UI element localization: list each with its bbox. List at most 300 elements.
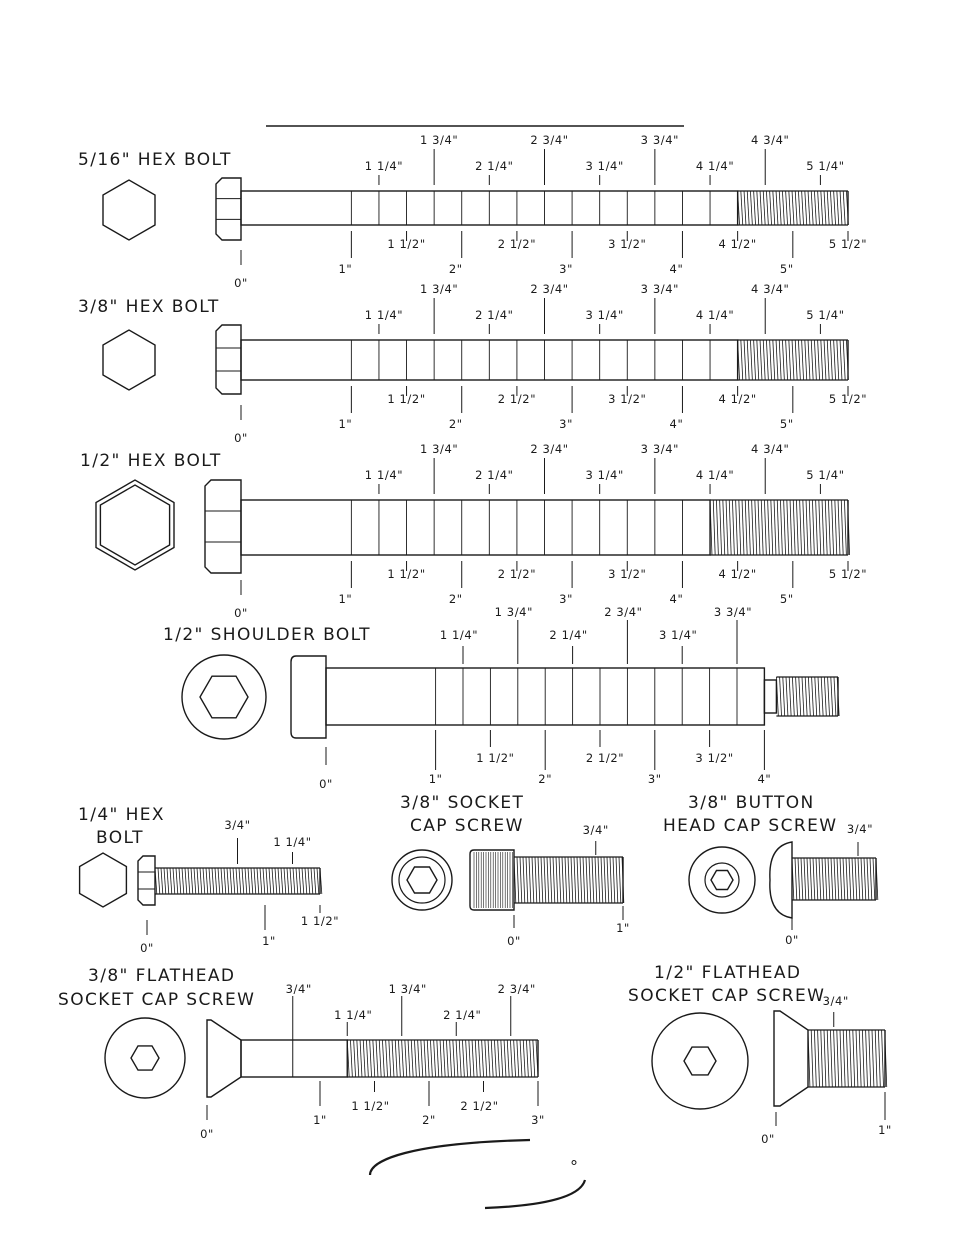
thread-line — [568, 857, 570, 903]
hex-head-end-view — [103, 330, 155, 390]
item-flat38 — [58, 966, 545, 1141]
socket-head-rim — [399, 857, 445, 903]
thread-line — [803, 500, 805, 555]
lower-tick-label: 2" — [448, 592, 463, 606]
lower-tick-label: 3" — [559, 262, 573, 276]
thread-line — [811, 340, 813, 380]
thread-line — [827, 1030, 829, 1087]
thread-line — [510, 1040, 512, 1077]
thread-line — [816, 858, 818, 900]
thread-line — [209, 868, 211, 894]
thread-line — [782, 191, 784, 225]
lower-tick-label: 1" — [338, 592, 353, 606]
thread-line — [835, 500, 837, 555]
thread-line — [418, 1040, 420, 1077]
upper-tick-label: 2 3/4" — [497, 982, 536, 996]
upper-tick-label: 2 3/4" — [604, 605, 643, 619]
thread-line — [834, 677, 836, 716]
upper-tick-label: 3 1/4" — [585, 468, 624, 482]
thread-line — [825, 858, 827, 900]
item-flat12 — [628, 963, 892, 1146]
thread-line — [382, 1040, 384, 1077]
hex-socket-icon — [131, 1046, 159, 1070]
item-title: 3/8" SOCKET — [400, 793, 525, 813]
item-title-line2: BOLT — [96, 828, 144, 848]
thread-line — [610, 857, 612, 903]
upper-tick-label: 5 1/4" — [806, 159, 845, 173]
thread-line — [808, 191, 810, 225]
thread-line — [212, 868, 214, 894]
thread-line — [517, 857, 519, 903]
upper-tick-label: 3 3/4" — [640, 133, 680, 147]
thread-line — [395, 1040, 397, 1077]
lower-tick-label: 2 1/2" — [497, 392, 537, 406]
thread-line — [167, 868, 169, 894]
thread-line — [218, 868, 220, 894]
thread-line — [197, 868, 199, 894]
upper-tick-label: 2 1/4" — [443, 1008, 482, 1022]
lower-tick-label: 5 1/2" — [828, 237, 868, 251]
thread-line — [801, 858, 803, 900]
zero-label: 0" — [234, 431, 248, 445]
thread-line — [526, 857, 528, 903]
thread-line — [491, 1040, 493, 1077]
thread-line — [768, 500, 770, 555]
thread-line — [824, 191, 826, 225]
lower-tick-label: 1 1/2" — [387, 237, 426, 251]
thread-line — [475, 1040, 477, 1077]
thread-line — [462, 1040, 464, 1077]
thread-line — [504, 1040, 506, 1077]
thread-line — [215, 868, 217, 894]
thread-line — [379, 1040, 381, 1077]
thread-line — [837, 1030, 839, 1087]
thread-line — [392, 1040, 394, 1077]
thread-line — [757, 340, 759, 380]
thread-line — [805, 340, 807, 380]
item-title: 3/8" BUTTON — [688, 793, 815, 813]
thread-line — [846, 858, 848, 900]
thread-line — [589, 857, 591, 903]
thread-line — [553, 857, 555, 903]
upper-tick-label: 1 1/4" — [364, 468, 404, 482]
upper-tick-label: 4 1/4" — [695, 468, 735, 482]
thread-line — [194, 868, 196, 894]
thread-line — [541, 857, 543, 903]
lower-tick-label: 4 1/2" — [718, 237, 757, 251]
thread-line — [789, 677, 791, 716]
lower-tick-label: 3 1/2" — [608, 237, 647, 251]
upper-tick-label: 3 1/4" — [585, 308, 624, 322]
thread-line — [402, 1040, 404, 1077]
thread-line — [251, 868, 253, 894]
lower-tick-label: 2" — [448, 262, 463, 276]
thread-line — [185, 868, 187, 894]
upper-tick-label: 5 1/4" — [806, 308, 845, 322]
thread-line — [821, 677, 823, 716]
thread-line — [858, 858, 860, 900]
thread-line — [771, 500, 773, 555]
thread-line — [478, 1040, 480, 1077]
thread-line — [221, 868, 223, 894]
item-sock38 — [392, 793, 630, 948]
thread-line — [849, 858, 851, 900]
upper-tick-label: 2 3/4" — [530, 282, 569, 296]
lower-tick-label: 1" — [338, 262, 353, 276]
item-title: 3/8" FLATHEAD — [88, 966, 236, 986]
lower-tick-label: 4" — [669, 417, 684, 431]
logo-degree-mark: ° — [570, 1157, 578, 1176]
upper-tick-label: 4 3/4" — [751, 442, 790, 456]
thread-line — [170, 868, 172, 894]
thread-line — [446, 1040, 448, 1077]
shoulder-head-side-view — [291, 656, 326, 738]
thread-line — [266, 868, 268, 894]
thread-line — [544, 857, 546, 903]
thread-line — [796, 500, 798, 555]
thread-line — [290, 868, 292, 894]
thread-line — [789, 340, 791, 380]
thread-line — [824, 677, 826, 716]
lower-tick-label: 3" — [559, 592, 573, 606]
thread-line — [739, 500, 741, 555]
thread-line — [861, 858, 863, 900]
lower-tick-label: 1 1/2" — [300, 914, 340, 928]
thread-line — [821, 1030, 823, 1087]
lower-tick-label: 5" — [779, 262, 794, 276]
thread-line — [814, 340, 816, 380]
thread-line — [296, 868, 298, 894]
thread-line — [411, 1040, 413, 1077]
thread-line — [550, 857, 552, 903]
lower-tick-label: 1" — [428, 772, 443, 786]
item-hex12 — [80, 442, 867, 620]
thread-line — [792, 340, 794, 380]
thread-line — [790, 500, 792, 555]
thread-line — [792, 191, 794, 225]
item-title: 5/16" HEX BOLT — [78, 150, 232, 170]
thread-line — [789, 191, 791, 225]
thread-line — [230, 868, 232, 894]
thread-line — [370, 1040, 372, 1077]
hex-head-end-view — [96, 480, 174, 570]
flathead-countersunk-side-view — [774, 1011, 808, 1106]
thread-line — [363, 1040, 365, 1077]
thread-line — [398, 1040, 400, 1077]
upper-tick-label: 4 3/4" — [751, 133, 790, 147]
upper-tick-label: 3 3/4" — [640, 442, 680, 456]
thread-line — [203, 868, 205, 894]
thread-line — [389, 1040, 391, 1077]
thread-line — [744, 191, 746, 225]
thread-line — [607, 857, 609, 903]
lower-tick-label: 4" — [669, 592, 684, 606]
thread-line — [523, 1040, 525, 1077]
thread-line — [565, 857, 567, 903]
lower-tick-label: 1 1/2" — [476, 751, 515, 765]
thread-line — [799, 677, 801, 716]
item-title-line2: SOCKET CAP SCREW — [628, 986, 826, 1006]
thread-line — [795, 340, 797, 380]
thread-line — [802, 191, 804, 225]
lower-tick-label: 5" — [779, 417, 794, 431]
thread-line — [827, 191, 829, 225]
lower-tick-label: 1" — [878, 1123, 892, 1137]
item-hex516 — [78, 133, 867, 290]
thread-line — [526, 1040, 528, 1077]
screw-thread — [347, 1040, 538, 1077]
upper-tick-label: 4 1/4" — [695, 308, 735, 322]
thread-line — [825, 500, 827, 555]
thread-line — [763, 191, 765, 225]
bolt-thread — [738, 340, 849, 380]
thread-line — [427, 1040, 429, 1077]
thread-line — [840, 858, 842, 900]
thread-line — [386, 1040, 388, 1077]
item-title-line2: CAP SCREW — [410, 816, 524, 836]
thread-line — [200, 868, 202, 894]
thread-line — [776, 191, 778, 225]
item-shoulder12 — [163, 605, 839, 791]
thread-line — [498, 1040, 500, 1077]
thread-line — [529, 857, 531, 903]
thread-line — [777, 500, 779, 555]
thread-line — [466, 1040, 468, 1077]
thread-line — [583, 857, 585, 903]
thread-line — [443, 1040, 445, 1077]
zero-label: 0" — [507, 934, 521, 948]
thread-line — [562, 857, 564, 903]
thread-relief-neck — [764, 680, 776, 713]
thread-line — [357, 1040, 359, 1077]
lower-tick-label: 3" — [647, 772, 662, 786]
thread-line — [811, 1030, 813, 1087]
thread-line — [278, 868, 280, 894]
thread-line — [260, 868, 262, 894]
thread-line — [758, 500, 760, 555]
shoulder-thread — [776, 677, 839, 716]
thread-line — [827, 340, 829, 380]
thread-line — [787, 500, 789, 555]
thread-line — [821, 191, 823, 225]
thread-line — [786, 677, 788, 716]
thread-line — [281, 868, 283, 894]
thread-line — [248, 868, 250, 894]
thread-line — [779, 191, 781, 225]
thread-line — [779, 340, 781, 380]
thread-line — [824, 340, 826, 380]
thread-line — [841, 500, 843, 555]
thread-line — [812, 677, 814, 716]
thread-line — [832, 500, 834, 555]
upper-tick-label: 3 3/4" — [640, 282, 680, 296]
thread-line — [350, 1040, 352, 1077]
thread-line — [834, 1030, 836, 1087]
thread-line — [856, 1030, 858, 1087]
thread-line — [795, 191, 797, 225]
upper-tick-label: 1 1/4" — [334, 1008, 373, 1022]
thread-line — [514, 1040, 516, 1077]
lower-tick-label: 2" — [422, 1113, 436, 1127]
upper-tick-label: 3/4" — [582, 823, 609, 837]
thread-line — [806, 500, 808, 555]
lower-tick-label: 1" — [313, 1113, 327, 1127]
thread-line — [176, 868, 178, 894]
thread-line — [822, 858, 824, 900]
item-title: 1/2" HEX BOLT — [80, 451, 222, 471]
thread-line — [818, 1030, 820, 1087]
thread-line — [716, 500, 718, 555]
thread-line — [873, 858, 875, 900]
hex-head-end-view — [80, 853, 127, 907]
thread-line — [182, 868, 184, 894]
thread-line — [784, 500, 786, 555]
hex-socket-icon — [684, 1047, 716, 1075]
thread-line — [798, 340, 800, 380]
thread-line — [302, 868, 304, 894]
thread-line — [831, 677, 833, 716]
thread-line — [816, 500, 818, 555]
screw-thread — [514, 857, 624, 903]
footer-logo — [370, 1140, 585, 1208]
thread-line — [311, 868, 313, 894]
screw-thread — [792, 858, 878, 900]
thread-line — [747, 340, 749, 380]
thread-line — [761, 500, 763, 555]
thread-line — [408, 1040, 410, 1077]
thread-line — [864, 858, 866, 900]
thread-line — [837, 191, 839, 225]
thread-line — [844, 500, 846, 555]
thread-line — [206, 868, 208, 894]
thread-line — [488, 1040, 490, 1077]
thread-line — [843, 858, 845, 900]
thread-line — [780, 677, 782, 716]
hex-head-side-view — [205, 480, 241, 573]
hex-socket-icon — [200, 676, 248, 718]
bolt-thread — [155, 868, 322, 894]
upper-tick-label: 3 3/4" — [713, 605, 753, 619]
thread-line — [556, 857, 558, 903]
thread-line — [798, 858, 800, 900]
item-title-line2: HEAD CAP SCREW — [663, 816, 838, 836]
thread-line — [430, 1040, 432, 1077]
thread-line — [786, 191, 788, 225]
upper-tick-label: 2 1/4" — [475, 468, 514, 482]
thread-line — [837, 858, 839, 900]
thread-line — [161, 868, 163, 894]
thread-line — [867, 858, 869, 900]
thread-line — [179, 868, 181, 894]
thread-line — [188, 868, 190, 894]
thread-line — [834, 858, 836, 900]
zero-label: 0" — [761, 1132, 775, 1146]
thread-line — [830, 340, 832, 380]
thread-line — [783, 677, 785, 716]
thread-line — [453, 1040, 455, 1077]
thread-line — [366, 1040, 368, 1077]
thread-line — [354, 1040, 356, 1077]
thread-line — [870, 858, 872, 900]
item-title: 3/8" HEX BOLT — [78, 297, 220, 317]
upper-tick-label: 1 1/4" — [364, 308, 404, 322]
thread-line — [811, 191, 813, 225]
thread-line — [852, 858, 854, 900]
hex-socket-icon — [711, 871, 733, 890]
item-button38 — [663, 793, 878, 947]
lower-tick-label: 2" — [448, 417, 463, 431]
thread-line — [800, 500, 802, 555]
thread-line — [586, 857, 588, 903]
lower-tick-label: 2 1/2" — [497, 237, 537, 251]
thread-line — [822, 500, 824, 555]
thread-line — [414, 1040, 416, 1077]
thread-line — [878, 1030, 880, 1087]
thread-line — [754, 191, 756, 225]
knurled-head — [474, 852, 512, 908]
thread-line — [805, 191, 807, 225]
thread-line — [755, 500, 757, 555]
thread-line — [720, 500, 722, 555]
thread-line — [745, 500, 747, 555]
flathead-end-view — [105, 1018, 185, 1098]
flathead-end-view — [652, 1013, 748, 1109]
upper-tick-label: 1 1/4" — [439, 628, 479, 642]
lower-tick-label: 4" — [757, 772, 772, 786]
thread-line — [577, 857, 579, 903]
thread-line — [828, 858, 830, 900]
zero-label: 0" — [234, 606, 248, 620]
thread-line — [859, 1030, 861, 1087]
thread-line — [818, 677, 820, 716]
thread-line — [616, 857, 618, 903]
thread-line — [814, 191, 816, 225]
upper-tick-label: 3/4" — [224, 818, 251, 832]
thread-line — [507, 1040, 509, 1077]
lower-tick-label: 3" — [559, 417, 573, 431]
thread-line — [254, 868, 256, 894]
lower-tick-label: 2 1/2" — [585, 751, 625, 765]
upper-tick-label: 1 3/4" — [388, 982, 427, 996]
thread-line — [360, 1040, 362, 1077]
thread-line — [838, 500, 840, 555]
item-hex38 — [78, 282, 867, 445]
thread-line — [530, 1040, 532, 1077]
thread-line — [224, 868, 226, 894]
thread-line — [840, 1030, 842, 1087]
thread-line — [736, 500, 738, 555]
thread-line — [598, 857, 600, 903]
thread-line — [780, 500, 782, 555]
thread-line — [866, 1030, 868, 1087]
thread-line — [601, 857, 603, 903]
lower-tick-label: 1 1/2" — [387, 567, 426, 581]
thread-line — [275, 868, 277, 894]
thread-line — [808, 677, 810, 716]
thread-line — [421, 1040, 423, 1077]
hex-socket-icon — [407, 867, 437, 893]
lower-tick-label: 2" — [538, 772, 553, 786]
thread-line — [786, 340, 788, 380]
lower-tick-label: 1" — [338, 417, 353, 431]
thread-line — [809, 500, 811, 555]
thread-line — [538, 857, 540, 903]
thread-line — [604, 857, 606, 903]
upper-tick-label: 4 1/4" — [695, 159, 735, 173]
thread-line — [191, 868, 193, 894]
thread-line — [764, 500, 766, 555]
thread-line — [793, 500, 795, 555]
